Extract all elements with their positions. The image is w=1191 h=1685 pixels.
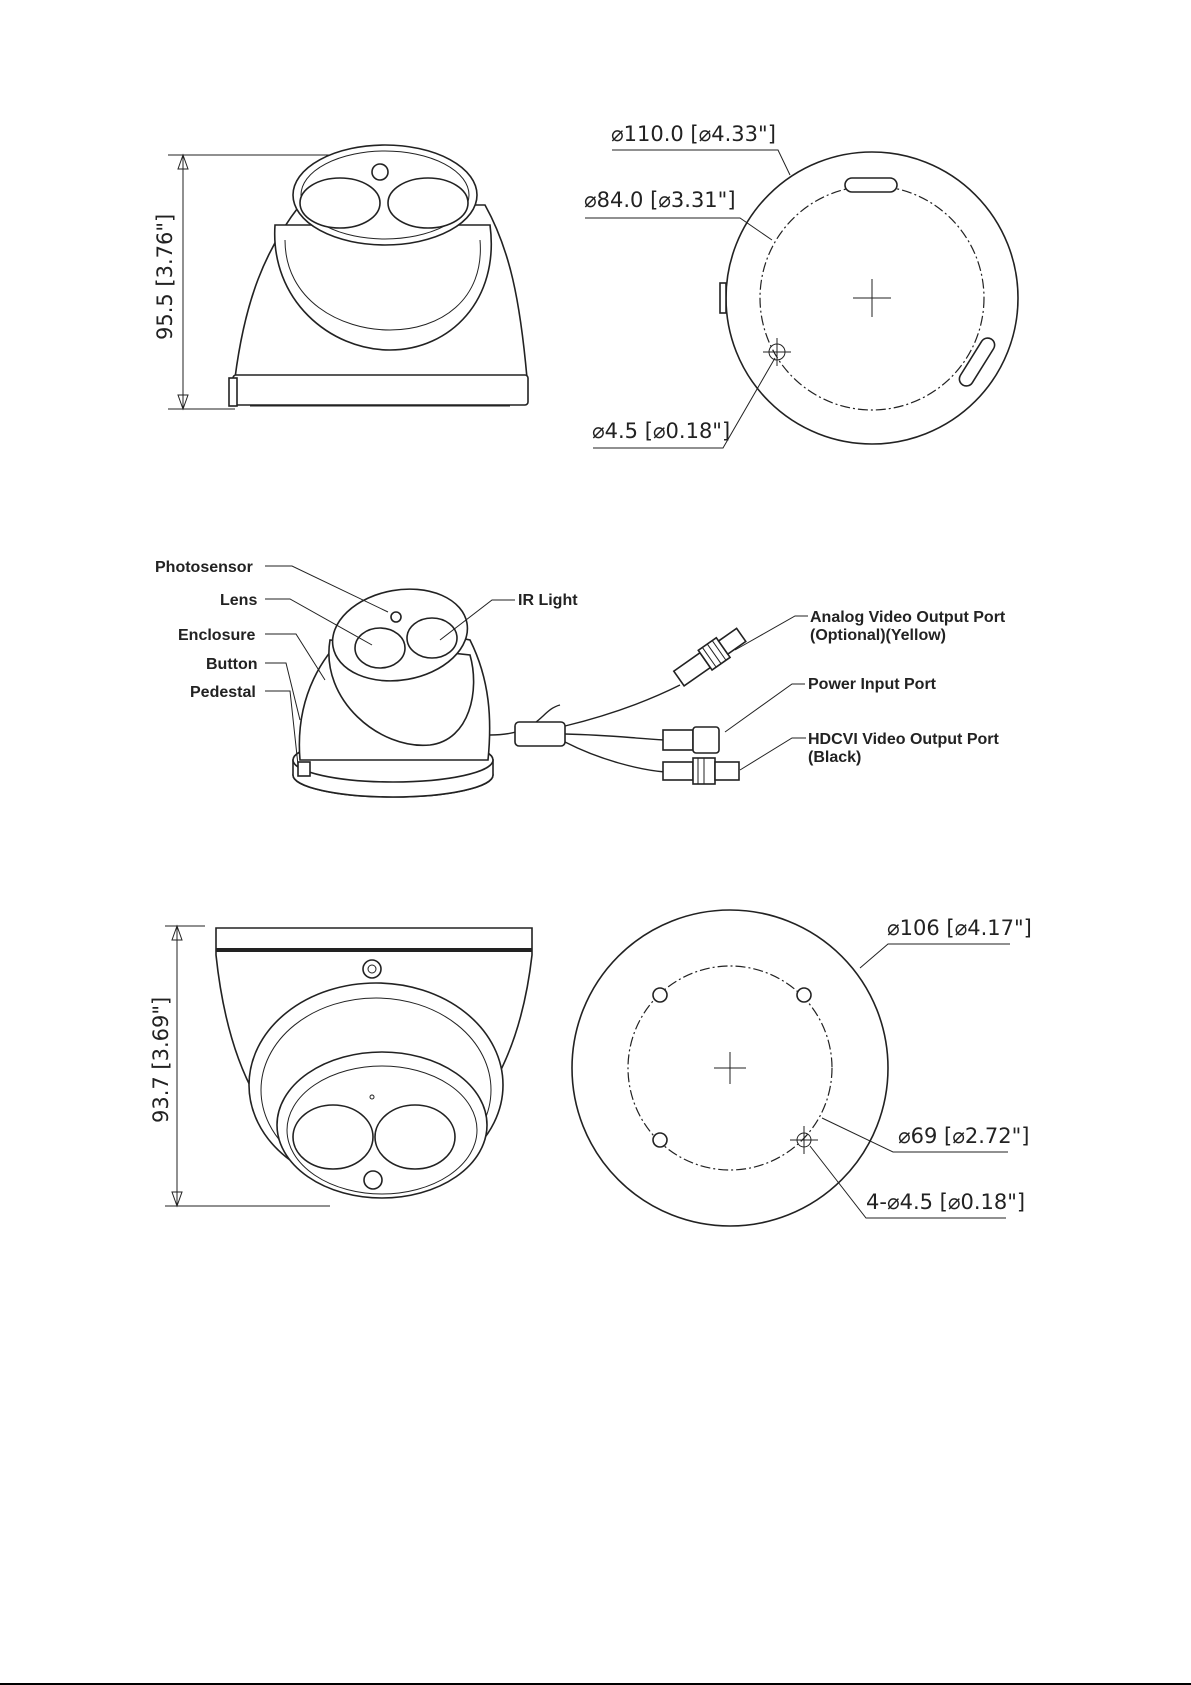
mounting-holes-label: 4-⌀4.5 [⌀0.18"]: [866, 1190, 1026, 1214]
label-pedestal: Pedestal: [190, 684, 256, 701]
top-side-view: [153, 145, 528, 409]
bolt-circle-diameter-label: ⌀84.0 [⌀3.31"]: [584, 188, 736, 212]
label-hdcvi-port-line1: HDCVI Video Output Port: [808, 731, 999, 748]
top-plan-view: [584, 122, 1018, 448]
label-hdcvi-port-line2: (Black): [808, 749, 862, 766]
label-analog-port-line1: Analog Video Output Port: [810, 609, 1006, 626]
label-analog-port-line2: (Optional)(Yellow): [810, 627, 946, 644]
label-enclosure: Enclosure: [178, 627, 256, 644]
height-dimension-label: 95.5 [3.76"]: [153, 213, 177, 340]
height-dimension-label-2: 93.7 [3.69"]: [149, 996, 173, 1123]
bottom-plan-view: [572, 910, 1032, 1226]
label-lens: Lens: [220, 592, 258, 609]
label-photosensor: Photosensor: [155, 559, 253, 576]
bottom-side-view: [149, 926, 532, 1206]
outer-diameter-label-2: ⌀106 [⌀4.17"]: [887, 916, 1032, 940]
component-view: [155, 559, 1006, 797]
label-ir-light: IR Light: [518, 592, 578, 609]
label-power-port: Power Input Port: [808, 676, 936, 693]
outer-diameter-label: ⌀110.0 [⌀4.33"]: [611, 122, 776, 146]
bolt-circle-diameter-label-2: ⌀69 [⌀2.72"]: [898, 1124, 1030, 1148]
label-button: Button: [206, 656, 258, 673]
hole-diameter-label: ⌀4.5 [⌀0.18"]: [592, 419, 731, 443]
